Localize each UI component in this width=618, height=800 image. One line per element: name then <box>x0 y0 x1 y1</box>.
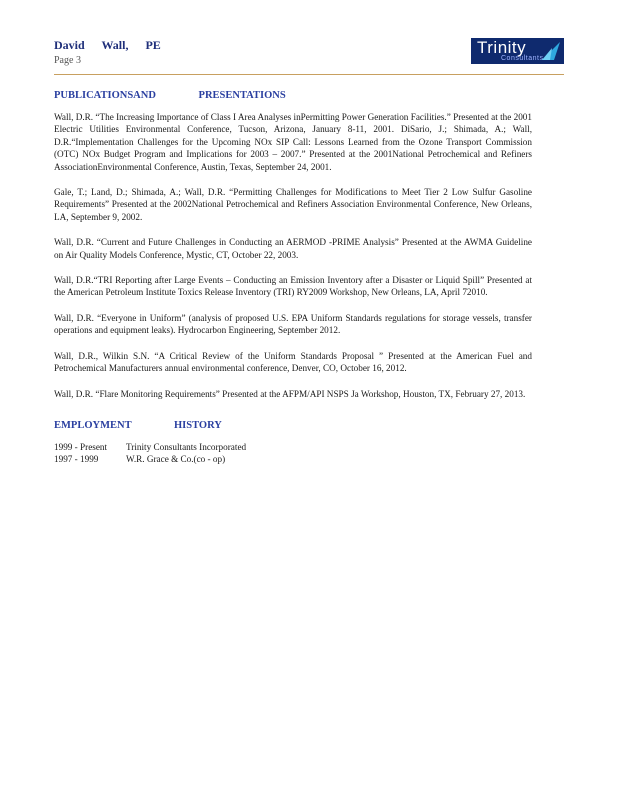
trinity-logo <box>471 38 564 64</box>
header-rule <box>54 74 564 75</box>
publication-entry: Wall, D.R. “The Increasing Importance of Class I Area Analyses inPermitting Power Generation Facilities.” Presented at the 2001 Electric Utilities Environmental Conference, Tucson, Arizona, January 8-11, 2001. DiSario, J.; Shimada, A.; Wall, D.R.“Implementation Challenges for the Upcoming NOx SIP Call: Lessons Learned from the Ozone Transport Commission (OTC) NOx Budget Program and Implications for 2003 – 2007.” Presented at the 2001National Petrochemical and Refiners AssociationEnvironmental Conference, Austin, Texas, September 24, 2001. <box>54 112 532 172</box>
employment-years: 1999 - Present <box>54 441 108 452</box>
publication-entry: Wall, D.R. “Flare Monitoring Requirements” Presented at the AFPM/API NSPS Ja Workshop, Houston, TX, February 27, 2013. <box>54 388 526 399</box>
logo-subtext: Consultants <box>501 55 544 62</box>
employment-years: 1997 - 1999 <box>54 453 99 464</box>
logo-text: Trinity <box>477 38 527 57</box>
publication-entry: Wall, D.R. “Everyone in Uniform” (analysis of proposed U.S. EPA Uniform Standards regulations for storage vessels, transfer operations and equipment leaks). Hydrocarbon Engineering, September 2012. <box>54 312 532 336</box>
document-body <box>54 90 532 465</box>
employment-org: W.R. Grace & Co.(co - op) <box>126 453 226 464</box>
publication-entry: Gale, T.; Land, D.; Shimada, A.; Wall, D.R. “Permitting Challenges for Modifications to Meet Tier 2 Low Sulfur Gasoline Requirements” Presented at the 2002National Petrochemical and Refiners Association Environmental Conference, New Orleans, LA, September 9, 2002. <box>54 187 532 222</box>
employment-heading: EMPLOYMENT HISTORY <box>54 419 222 431</box>
publication-entry: Wall, D.R.“TRI Reporting after Large Events – Conducting an Emission Inventory after a Disaster or Liquid Spill” Presented at the American Petroleum Institute Toxics Release Inventory (TRI) RY2009 Workshop, New Orleans, LA, April 72010. <box>54 275 532 298</box>
publications-heading: PUBLICATIONSAND PRESENTATIONS <box>54 90 286 101</box>
employment-row <box>54 453 532 465</box>
publication-entry: Wall, D.R., Wilkin S.N. “A Critical Review of the Uniform Standards Proposal ” Presented at the American Fuel and Petrochemical Manufacturers annual environmental conference, Denver, CO, October 16, 2012. <box>54 350 532 374</box>
employment-org: Trinity Consultants Incorporated <box>126 441 247 452</box>
logo-swoosh-icon <box>540 40 562 62</box>
page-number: Page 3 <box>54 55 81 66</box>
employment-row <box>54 441 532 453</box>
page-header <box>54 38 564 74</box>
author-name: David Wall, PE <box>54 38 161 52</box>
publication-entry: Wall, D.R. “Current and Future Challenges in Conducting an AERMOD -PRIME Analysis” Presented at the AWMA Guideline on Air Quality Models Conference, Mystic, CT, October 22, 2003. <box>54 237 532 260</box>
